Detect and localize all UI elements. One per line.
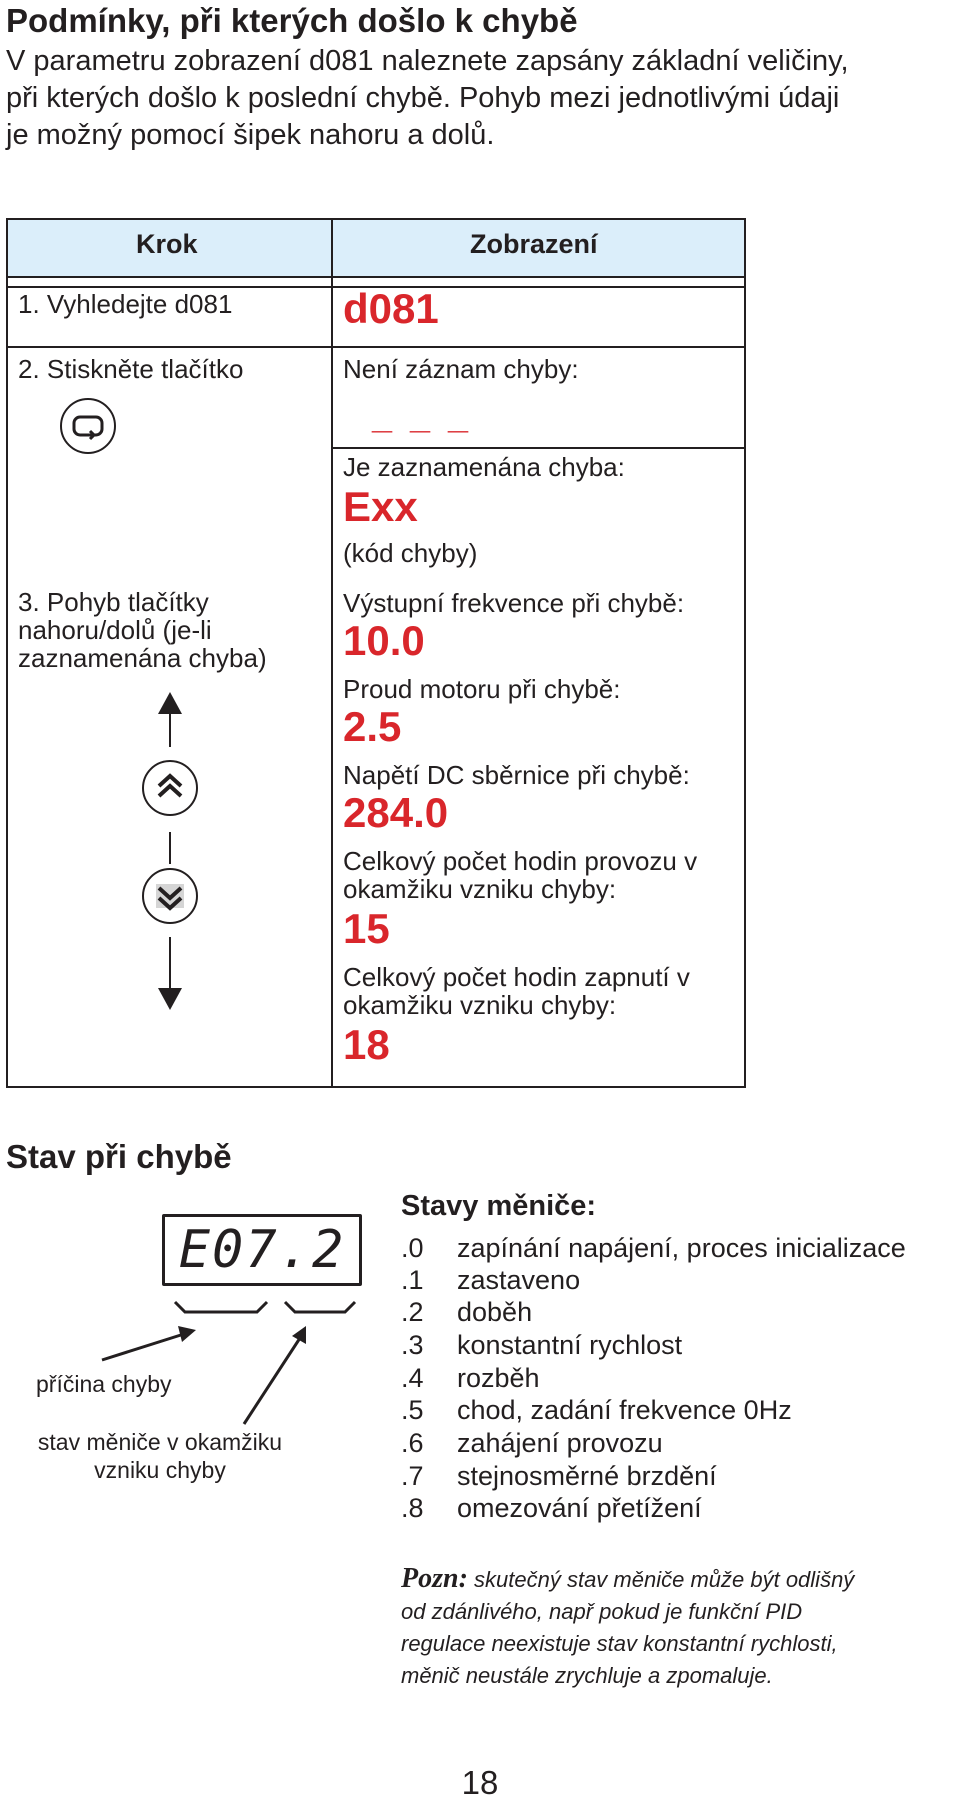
fault-item-value: 284.0	[343, 789, 449, 836]
arrow-down-icon	[158, 937, 182, 1010]
note-prefix: Pozn:	[401, 1563, 468, 1594]
step2-label: 2. Stiskněte tlačítko	[18, 354, 244, 384]
label-line: stav měniče v okamžiku	[37, 1429, 283, 1455]
lcd-display-text: E07.2	[178, 1220, 346, 1280]
fault-item-label: Celkový počet hodin provozu v	[343, 846, 698, 876]
row-divider	[333, 447, 746, 449]
arrow-to-cause	[102, 1326, 196, 1360]
lcd-display	[162, 1214, 362, 1286]
note-line: regulace neexistuje stav konstantní rychlosti,	[401, 1631, 838, 1656]
note	[401, 1563, 941, 1692]
state-label: konstantní rychlost	[457, 1330, 683, 1360]
label-inverter-state	[20, 1428, 300, 1484]
intro-paragraph	[6, 43, 946, 154]
fault-item-value: 2.5	[343, 703, 402, 750]
no-error-value: _ _ _	[372, 395, 473, 436]
fault-item-label: Celkový počet hodin zapnutí v	[343, 962, 690, 992]
arrow-to-state	[244, 1326, 306, 1424]
fault-item-label: okamžiku vzniku chyby:	[343, 990, 617, 1020]
state-label: omezování přetížení	[457, 1493, 702, 1523]
fault-item-value: 18	[343, 1021, 390, 1068]
fault-item-value: 10.0	[343, 617, 425, 664]
state-label: zahájení provozu	[457, 1428, 663, 1458]
fault-item-value: 15	[343, 905, 390, 952]
table-column-divider	[331, 218, 333, 1088]
arrow-up-down-diagram	[140, 692, 200, 1012]
column-header-display: Zobrazení	[470, 229, 598, 259]
intro-line: při kterých došlo k poslední chybě. Pohyb mezi jednotlivými údaji	[6, 82, 840, 114]
label-line: vzniku chyby	[94, 1457, 226, 1483]
fault-item-label: Napětí DC sběrnice při chybě:	[343, 760, 690, 790]
step1-display-value: d081	[343, 285, 439, 332]
bracket-cause	[175, 1302, 267, 1312]
state-code: .1	[401, 1265, 424, 1295]
state-code: .7	[401, 1461, 424, 1491]
step3-label-line: zaznamenána chyba)	[18, 643, 267, 673]
note-line: měnič neustále zrychluje a zpomaluje.	[401, 1663, 773, 1688]
page-number: 18	[461, 1764, 499, 1801]
step3-label	[18, 588, 267, 672]
state-label: zastaveno	[457, 1265, 581, 1295]
state-label: zapínání napájení, proces inicializace	[457, 1233, 906, 1263]
intro-line: V parametru zobrazení d081 naleznete zapsány základní veličiny,	[6, 45, 849, 77]
fault-item-label: okamžiku vzniku chyby:	[343, 874, 617, 904]
error-code-value: Exx	[343, 483, 418, 530]
note-line	[401, 1563, 941, 1596]
table-header-row	[6, 218, 746, 278]
enter-button-icon	[60, 398, 116, 454]
fault-item-label: Proud motoru při chybě:	[343, 674, 621, 704]
state-code: .8	[401, 1493, 424, 1523]
step3-label-line: 3. Pohyb tlačítky	[18, 587, 209, 617]
state-label: rozběh	[457, 1363, 540, 1393]
row-divider	[6, 346, 746, 348]
section-heading-conditions: Podmínky, při kterých došlo k chybě	[6, 2, 578, 39]
state-code: .3	[401, 1330, 424, 1360]
table-border-right	[744, 218, 746, 1088]
error-recorded-label: Je zaznamenána chyba:	[343, 452, 625, 482]
step3-label-line: nahoru/dolů (je-li	[18, 615, 212, 645]
state-code: .5	[401, 1395, 424, 1425]
step1-label: 1. Vyhledejte d081	[18, 289, 233, 319]
no-error-label: Není záznam chyby:	[343, 354, 579, 384]
table-border-left	[6, 218, 8, 1088]
state-code: .4	[401, 1363, 424, 1393]
fault-item-label: Výstupní frekvence při chybě:	[343, 588, 685, 618]
up-button-icon	[142, 760, 198, 816]
inverter-states-heading: Stavy měniče:	[401, 1190, 597, 1222]
column-header-step: Krok	[136, 229, 198, 259]
note-line: od zdánlivého, např pokud je funkční PID	[401, 1599, 803, 1624]
state-label: chod, zadání frekvence 0Hz	[457, 1395, 792, 1425]
down-button-icon	[142, 868, 198, 924]
section-heading-fault-state: Stav při chybě	[6, 1138, 232, 1175]
label-fault-cause: příčina chyby	[36, 1371, 172, 1397]
intro-line: je možný pomocí šipek nahoru a dolů.	[6, 119, 495, 151]
inverter-states-list	[401, 1232, 941, 1532]
state-code: .6	[401, 1428, 424, 1458]
error-code-note: (kód chyby)	[343, 538, 478, 568]
state-label: stejnosměrné brzdění	[457, 1461, 717, 1491]
table-border-bottom	[6, 1086, 746, 1088]
state-code: .0	[401, 1233, 424, 1263]
state-label: doběh	[457, 1297, 533, 1327]
note-text: skutečný stav měniče může být odlišný	[474, 1567, 855, 1592]
arrow-up-icon	[158, 692, 182, 747]
state-code: .2	[401, 1297, 424, 1327]
bracket-state	[285, 1302, 355, 1312]
display-annotation-arrows	[20, 1296, 360, 1426]
